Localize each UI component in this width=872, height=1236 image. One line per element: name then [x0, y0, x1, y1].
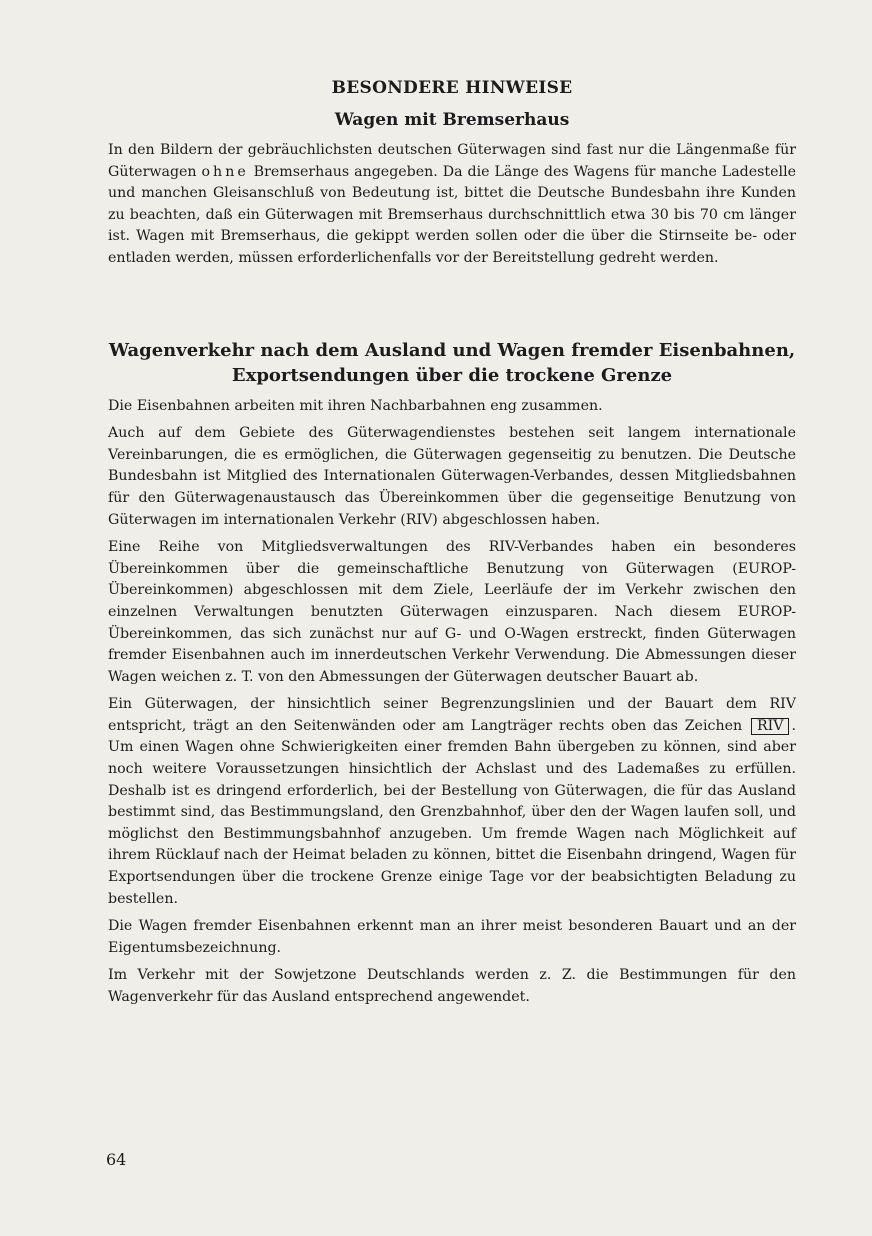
paragraph-riv-part1: Ein Güterwagen, der hinsichtlich seiner Begrenzungslinien und der Bauart dem RIV entspricht, trägt an den Seitenwänden oder am Langträger rechts oben das Zeichen [108, 696, 796, 734]
section-heading-ausland [108, 338, 796, 388]
page-number: 64 [106, 1150, 127, 1169]
section-heading-ausland-line1: Wagenverkehr nach dem Ausland und Wagen fremder Eisenbahnen, [108, 339, 796, 361]
paragraph-bremserhaus-part2: Bremserhaus angegeben. Da die Länge des Wagens für manche Ladestelle und manchen Gleisanschluß von Bedeutung ist, bittet die Deutsche Bundesbahn ihre Kunden zu beachten, daß ein Güterwagen mit Bremserhaus durchschnittlich etwa 30 bis 70 cm länger ist. Wagen mit Bremserhaus, die gekippt werden sollen oder die über die Stirnseite be- oder entladen werden, müssen erforderlichenfalls vor der Bereitstellung gedreht werden. [108, 163, 796, 266]
paragraph-europ: Eine Reihe von Mitgliedsverwaltungen des RIV-Verbandes haben ein besonderes Übereinkommen über die gemeinschaftliche Benutzung von Güterwagen (EUROP-Übereinkommen) abgeschlossen mit dem Ziele, Leerläufe der im Verkehr zwischen den einzelnen Verwaltungen benutzten Güterwagen einzusparen. Nach diesem EUROP-Übereinkommen, das sich zunächst nur auf G- und O-Wagen erstreckt, finden Güterwagen fremder Eisenbahnen auch im innerdeutschen Verkehr Verwendung. Die Abmessungen dieser Wagen weichen z. T. von den Abmessungen der Güterwagen deutscher Bauart ab. [108, 539, 796, 685]
paragraph-bremserhaus-part1: In den Bildern der gebräuchlichsten deutschen Güterwagen sind fast nur die Längenmaße für Güterwagen [108, 142, 796, 180]
paragraph-vereinbarungen: Auch auf dem Gebiete des Güterwagendienstes bestehen seit langem internationale Vereinbarungen, die es ermöglichen, die Güterwagen gegenseitig zu benutzen. Die Deutsche Bundesbahn ist Mitglied des Internationalen Güterwagen-Verbandes, dessen Mitgliedsbahnen für den Güterwagenaustausch das Übereinkommen über die gegenseitige Benutzung von Güterwagen im internationalen Verkehr (RIV) abgeschlossen haben. [108, 425, 796, 528]
emphasis-ohne: ohne [201, 163, 249, 180]
paragraph-riv-part2: . Um einen Wagen ohne Schwierigkeiten einer fremden Bahn übergeben zu können, sind aber noch weitere Voraussetzungen hinsichtlich der Achslast und des Lademaßes zu erfüllen. Deshalb ist es dringend erforderlich, bei der Bestellung von Güterwagen, die für das Ausland bestimmt sind, das Bestimmungsland, den Grenzbahnhof, über den der Wagen laufen soll, und möglichst den Bestimmungsbahnhof anzugeben. Um fremde Wagen nach Möglichkeit auf ihrem Rücklauf nach der Heimat beladen zu können, bittet die Eisenbahn dringend, Wagen für Exportsendungen über die trockene Grenze einige Tage vor der beabsichtigten Beladung zu bestellen. [108, 717, 796, 907]
riv-mark-box: RIV [751, 718, 790, 735]
main-heading: BESONDERE HINWEISE [331, 78, 573, 98]
paragraph-eigentumsbezeichnung: Die Wagen fremder Eisenbahnen erkennt man an ihrer meist besonderen Bauart und an der Eigentumsbezeichnung. [108, 918, 796, 956]
section-heading-ausland-line2: Exportsendungen über die trockene Grenze [231, 364, 673, 386]
paragraph-nachbarbahnen: Die Eisenbahnen arbeiten mit ihren Nachbarbahnen eng zusammen. [108, 397, 603, 414]
paragraph-riv-zeichen [108, 694, 796, 910]
section-auslandsverkehr [108, 338, 796, 1009]
paragraph-bremserhaus [108, 140, 796, 270]
section-heading-bremserhaus: Wagen mit Bremserhaus [334, 110, 570, 130]
paragraph-sowjetzone: Im Verkehr mit der Sowjetzone Deutschlands werden z. Z. die Bestimmungen für den Wagenverkehr für das Ausland entsprechend angewendet. [108, 967, 796, 1005]
page-content [108, 78, 796, 1009]
